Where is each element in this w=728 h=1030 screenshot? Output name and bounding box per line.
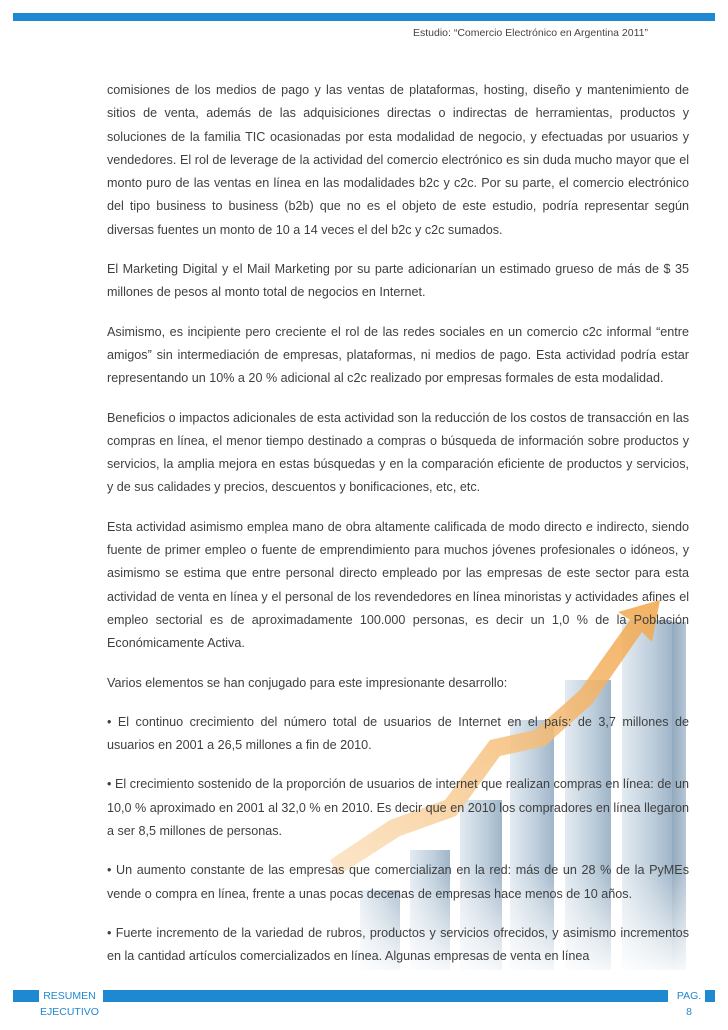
section-label-line: RESUMEN	[43, 990, 96, 1002]
body-text	[107, 79, 689, 985]
paragraph: El Marketing Digital y el Mail Marketing por su parte adicionarían un estimado grueso de más de $ 35 millones de pesos al monto total de negocios en Internet.	[107, 262, 689, 300]
section-label-line: EJECUTIVO	[40, 1006, 99, 1018]
bullet-item: • El continuo crecimiento del número total de usuarios de Internet en el país: de 3,7 millones de usuarios en 2001 a 26,5 millones a fin de 2010.	[107, 714, 689, 753]
bullet-item: • Un aumento constante de las empresas que comercializan en la red: más de un 28 % de la PyMEs vende o compra en línea, frente a unas pocas decenas de empresas hace menos de 10 años.	[107, 863, 689, 901]
paragraph: comisiones de los medios de pago y las ventas de plataformas, hosting, diseño y mantenimiento de sitios de venta, además de las adquisiciones directas o indirectas de herramientas, productos y soluciones de la familia TIC ocasionadas por esta modalidad de negocio, y efectuadas por usuarios y vendedores. El rol de leverage de la actividad del comercio electrónico es sin duda mucho mayor que el monto puro de las ventas en línea en las modalidades b2c y c2c. Por su parte, el comercio electrónico del tipo business to business (b2b) que no es el objeto de este estudio, podría representar según diversas fuentes un monto de 10 a 14 veces el del b2c y c2c sumados.	[107, 83, 689, 237]
section-label	[40, 988, 99, 1020]
bullet-item: • El crecimiento sostenido de la proporción de usuarios de internet que realizan compras en línea: de un 10,0 % aproximado en 2001 al 32,0 % en 2010. Es decir que en 2010 los compradores en línea llegaron a ser 8,5 millones de personas.	[107, 777, 689, 839]
page-label: PAG.	[676, 990, 702, 1002]
paragraph: Beneficios o impactos adicionales de esta actividad son la reducción de los costos de transacción en las compras en línea, el menor tiempo destinado a compras o búsqueda de información sobre productos y servicios, la amplia mejora en estas búsquedas y en la comparación eficiente de productos y servicios, y de sus calidades y precios, descuentos y bonificaciones, etc, etc.	[107, 410, 689, 495]
paragraph: Asimismo, es incipiente pero creciente el rol de las redes sociales en un comercio c2c informal “entre amigos” sin intermediación de empresas, plataformas, ni medios de pago. Esta actividad podría estar representando un 10% a 20 % adicional al c2c realizado por empresas formales de esta modalidad.	[107, 324, 689, 386]
header-bar	[13, 13, 715, 21]
footer-bar-left	[13, 990, 39, 1002]
document-title: Estudio: “Comercio Electrónico en Argentina 2011”	[412, 27, 648, 39]
paragraph: Varios elementos se han conjugado para este impresionante desarrollo:	[107, 675, 508, 690]
page-number	[674, 988, 704, 1020]
paragraph: Esta actividad asimismo emplea mano de obra altamente calificada de modo directo e indirecto, siendo fuente de primer empleo o fuente de emprendimiento para muchos jóvenes profesionales o idóneos, y asimismo se estima que entre personal directo empleado por las empresas de este sector para esta actividad de venta en línea y el personal de los revendedores en línea minoristas y actividades afines el empleo sectorial es de aproximadamente 100.000 personas, es decir un 1,0 % de la Población Económicamente Activa.	[107, 519, 689, 651]
bullet-item: • Fuerte incremento de la variedad de rubros, productos y servicios ofrecidos, y asimismo incrementos en la cantidad artículos comercializados en línea. Algunas empresas de venta en línea	[107, 925, 689, 964]
page-number-value: 8	[686, 1006, 692, 1018]
footer-bar-right	[705, 990, 715, 1002]
footer-bar	[103, 990, 668, 1002]
